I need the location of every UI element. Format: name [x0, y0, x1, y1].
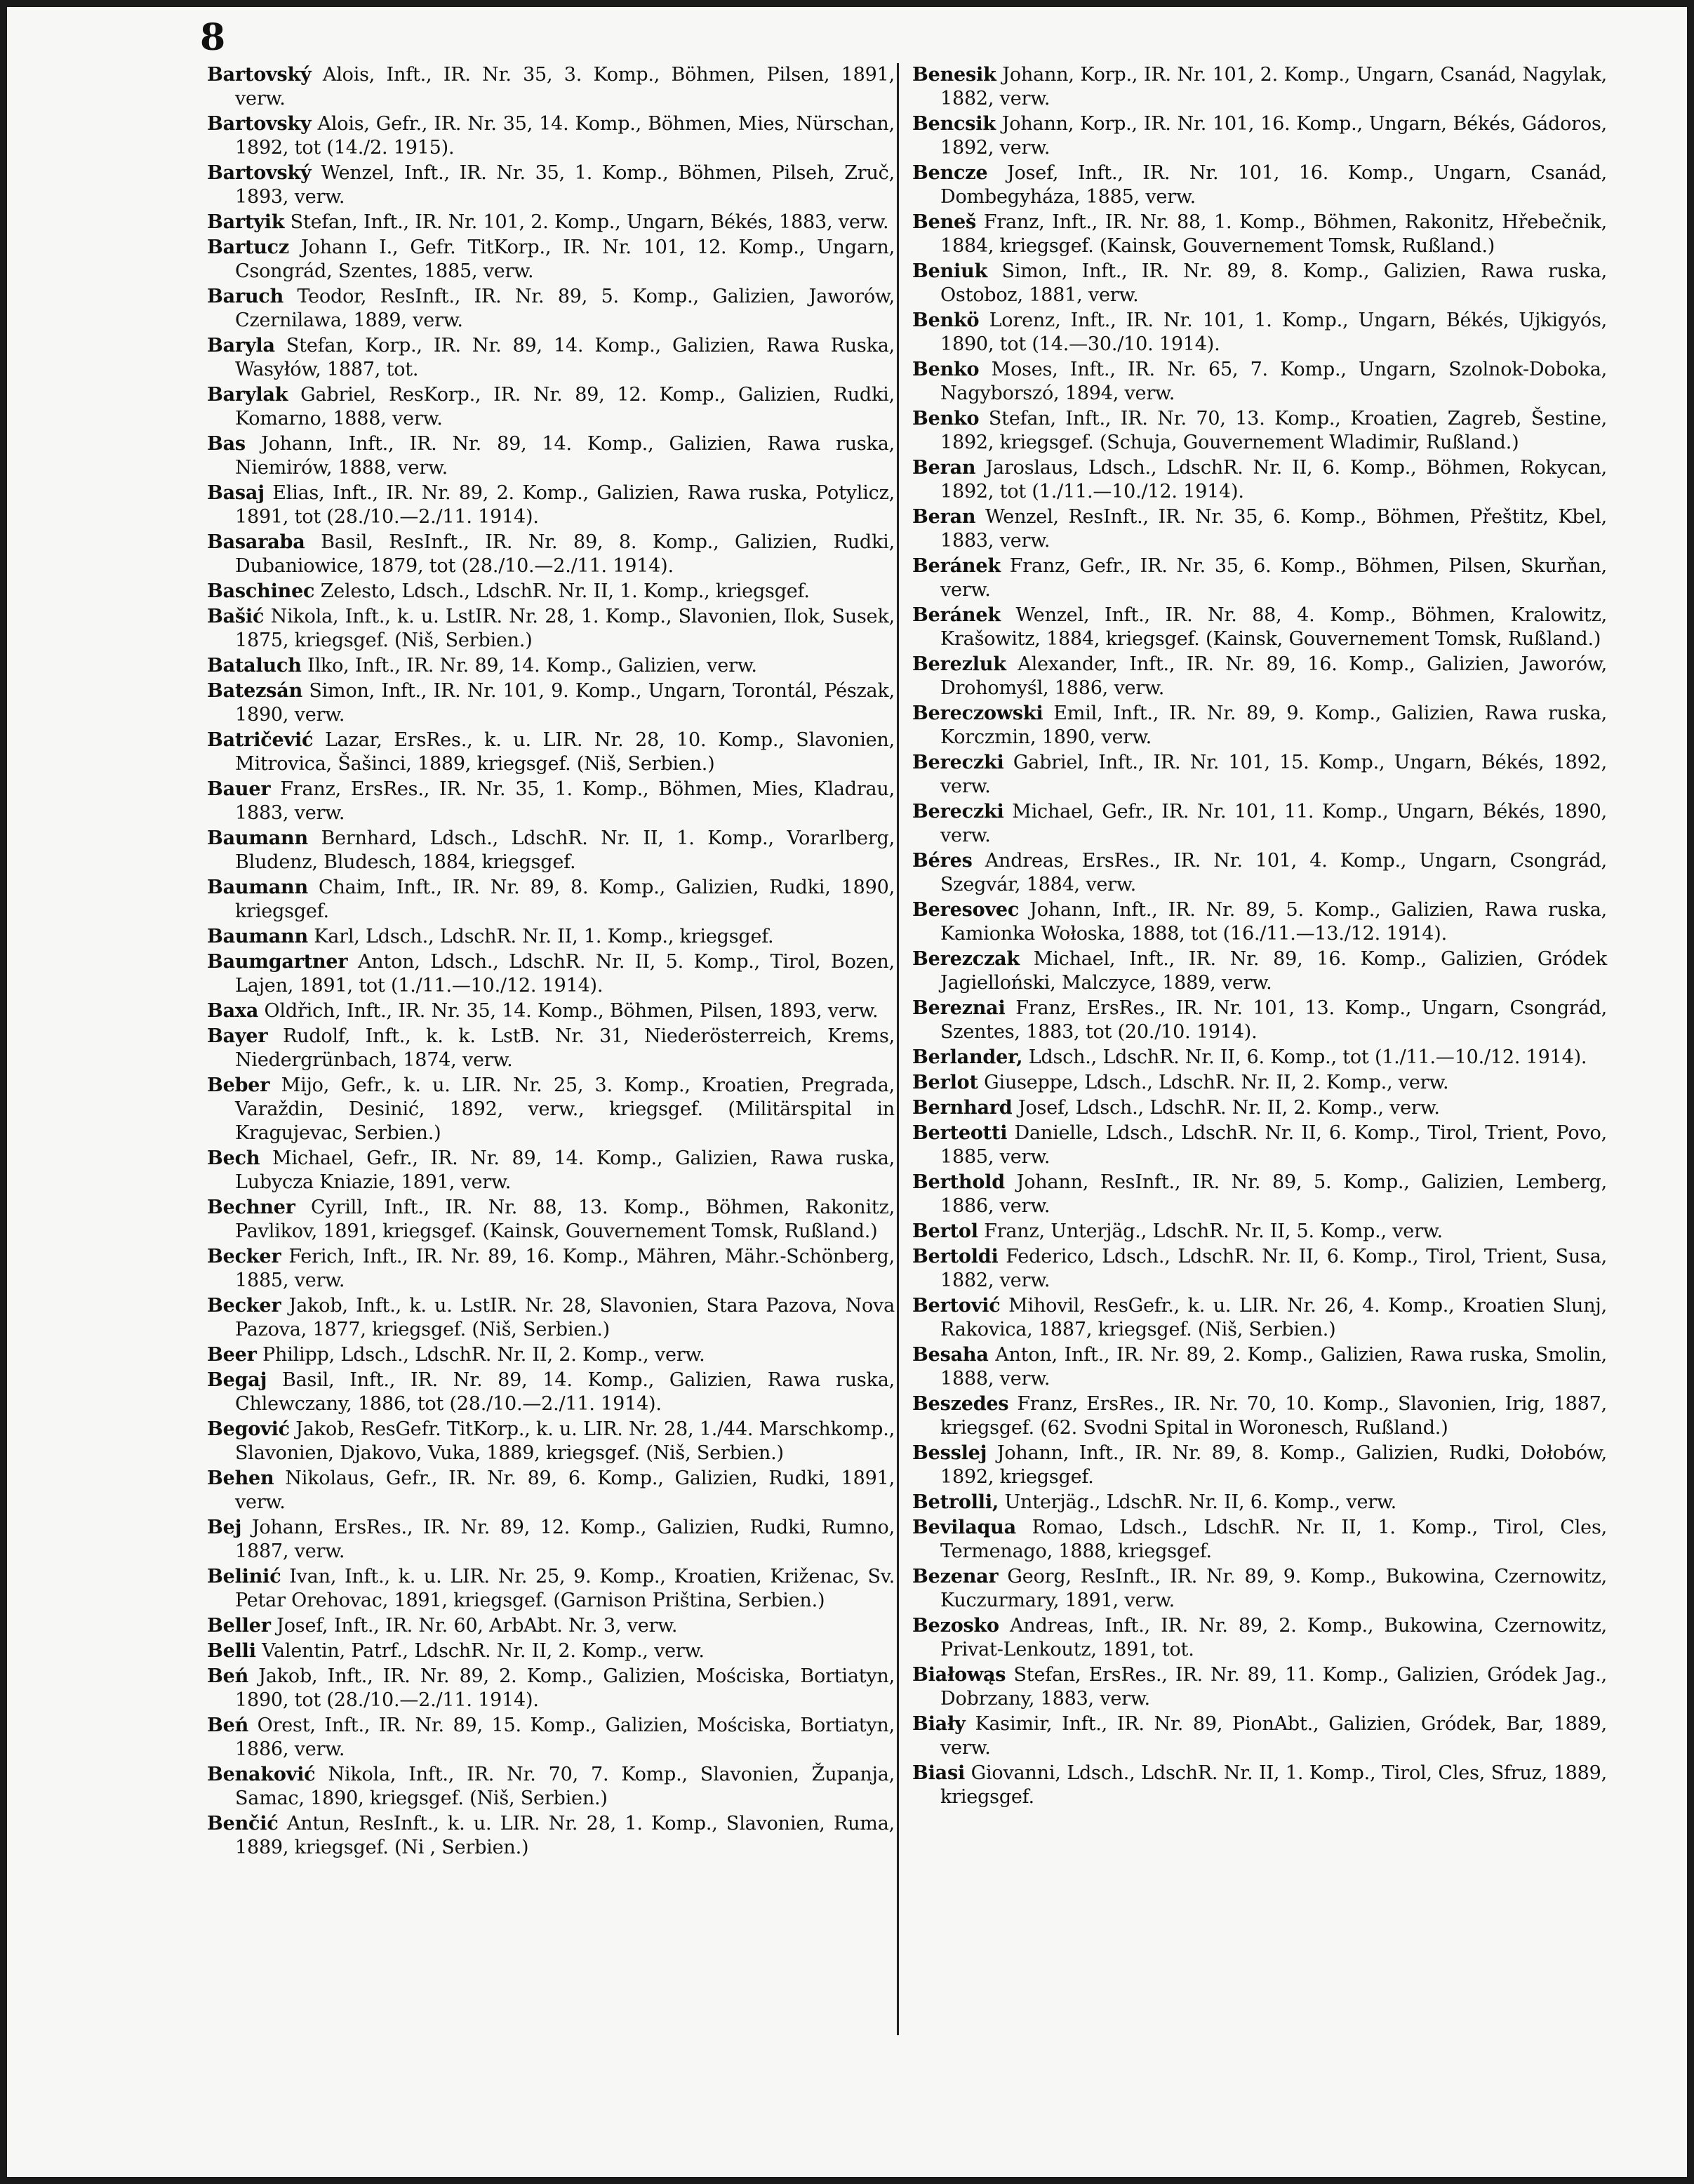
entry-details: Michael, Inft., IR. Nr. 89, 16. Komp., Galizien, Gródek Jagielloński, Malczyce, 1889, verw.	[940, 948, 1607, 994]
entry-surname: Beller	[207, 1615, 271, 1637]
entry-surname: Belinić	[207, 1566, 281, 1587]
casualty-entry	[207, 531, 895, 578]
entry-details: Johann, ResInft., IR. Nr. 89, 5. Komp., Galizien, Lemberg, 1886, verw.	[940, 1171, 1608, 1217]
entry-details: Wenzel, ResInft., IR. Nr. 35, 6. Komp., Böhmen, Přeštitz, Kbel, 1883, verw.	[940, 506, 1607, 552]
casualty-entry	[207, 1418, 895, 1465]
entry-details: Johann, Inft., IR. Nr. 89, 5. Komp., Galizien, Rawa ruska, Kamionka Wołoska, 1888, tot (16./11.—13./12. 1914).	[940, 899, 1607, 945]
entry-surname: Biały	[912, 1713, 966, 1735]
entry-surname: Batričević	[207, 729, 314, 751]
casualty-entry	[207, 1025, 895, 1072]
entry-surname: Benko	[912, 408, 980, 430]
entry-surname: Berteotti	[912, 1122, 1008, 1144]
entry-surname: Bezenar	[912, 1566, 999, 1587]
entry-surname: Bartyik	[207, 211, 285, 233]
entry-details: Unterjäg., LdschR. Nr. II, 6. Komp., verw.	[1004, 1491, 1397, 1513]
casualty-entry	[207, 1565, 895, 1613]
casualty-entry	[207, 876, 895, 924]
entry-details: Wenzel, Inft., IR. Nr. 88, 4. Komp., Böhmen, Kralowitz, Krašowitz, 1884, kriegsgef. (Kainsk, Gouvernement Tomsk, Rußland.)	[940, 604, 1607, 650]
entry-details: Alois, Inft., IR. Nr. 35, 3. Komp., Böhmen, Pilsen, 1891, verw.	[235, 64, 895, 109]
casualty-entry	[912, 1614, 1607, 1662]
entry-details: Jakob, Inft., k. u. LstIR. Nr. 28, Slavonien, Stara Pazova, Nova Pazova, 1877, kriegsgef. (Niš, Serbien.)	[235, 1295, 895, 1340]
casualty-entry	[207, 999, 895, 1023]
entry-surname: Begović	[207, 1418, 290, 1440]
entry-surname: Bernhard	[912, 1097, 1013, 1119]
entry-surname: Bartucz	[207, 237, 290, 258]
casualty-entry	[912, 161, 1607, 209]
casualty-entry	[912, 1245, 1607, 1293]
casualty-entry	[207, 1245, 895, 1293]
entry-surname: Besslej	[912, 1442, 987, 1464]
casualty-entry	[912, 211, 1607, 258]
casualty-entry	[207, 161, 895, 209]
entry-details: Giuseppe, Ldsch., LdschR. Nr. II, 2. Komp., verw.	[984, 1072, 1449, 1093]
entry-surname: Besaha	[912, 1344, 989, 1366]
casualty-entry	[912, 112, 1607, 160]
entry-details: Gabriel, Inft., IR. Nr. 101, 15. Komp., Ungarn, Békés, 1892, verw.	[940, 752, 1607, 797]
casualty-entry	[207, 1147, 895, 1194]
entry-surname: Beránek	[912, 555, 1001, 577]
entry-details: Valentin, Patrf., LdschR. Nr. II, 2. Komp., verw.	[262, 1640, 705, 1662]
casualty-entry	[207, 1665, 895, 1712]
entry-surname: Bartovsky	[207, 113, 312, 135]
casualty-entry	[207, 580, 895, 604]
casualty-entry	[207, 728, 895, 776]
entry-details: Chaim, Inft., IR. Nr. 89, 8. Komp., Galizien, Rudki, 1890, kriegsgef.	[235, 877, 895, 922]
casualty-entry	[207, 432, 895, 480]
entry-details: Ilko, Inft., IR. Nr. 89, 14. Komp., Galizien, verw.	[307, 655, 757, 677]
entry-surname: Baumann	[207, 926, 308, 947]
casualty-entry	[207, 950, 895, 998]
entry-details: Stefan, Korp., IR. Nr. 89, 14. Komp., Galizien, Rawa Ruska, Wasyłów, 1887, tot.	[235, 335, 895, 380]
entry-details: Nikolaus, Gefr., IR. Nr. 89, 6. Komp., Galizien, Rudki, 1891, verw.	[235, 1467, 895, 1513]
entry-surname: Bej	[207, 1517, 242, 1538]
casualty-entry	[207, 1614, 895, 1638]
casualty-entry	[912, 1441, 1607, 1489]
casualty-entry	[207, 236, 895, 284]
casualty-entry	[207, 1639, 895, 1663]
entry-details: Oldřich, Inft., IR. Nr. 35, 14. Komp., Böhmen, Pilsen, 1893, verw.	[264, 1000, 879, 1022]
casualty-entry	[207, 334, 895, 382]
entry-surname: Basaj	[207, 482, 265, 504]
casualty-entry	[207, 925, 895, 949]
entry-details: Basil, ResInft., IR. Nr. 89, 8. Komp., Galizien, Rudki, Dubaniowice, 1879, tot (28./10.—2./11. 1914).	[235, 531, 895, 577]
entry-surname: Beneš	[912, 211, 977, 233]
casualty-entry	[912, 63, 1607, 111]
entry-details: Franz, Gefr., IR. Nr. 35, 6. Komp., Böhmen, Pilsen, Skurňan, verw.	[940, 555, 1607, 601]
casualty-entry	[207, 285, 895, 333]
entry-details: Danielle, Ldsch., LdschR. Nr. II, 6. Komp., Tirol, Trient, Povo, 1885, verw.	[940, 1122, 1607, 1168]
entry-details: Andreas, ErsRes., IR. Nr. 101, 4. Komp., Ungarn, Csongrád, Szegvár, 1884, verw.	[940, 850, 1607, 895]
entry-surname: Baumann	[207, 827, 308, 849]
entry-details: Zelesto, Ldsch., LdschR. Nr. II, 1. Komp., kriegsgef.	[320, 580, 810, 602]
entry-surname: Bencsik	[912, 113, 996, 135]
entry-surname: Begaj	[207, 1369, 267, 1391]
entry-details: Josef, Inft., IR. Nr. 101, 16. Komp., Ungarn, Csanád, Dombegyháza, 1885, verw.	[940, 162, 1607, 208]
entry-surname: Bašić	[207, 606, 265, 627]
column-divider	[897, 63, 899, 2035]
casualty-entry	[912, 849, 1607, 897]
entry-surname: Benkö	[912, 309, 980, 331]
casualty-entry	[912, 898, 1607, 946]
entry-details: Johann, ErsRes., IR. Nr. 89, 12. Komp., Galizien, Rudki, Rumno, 1887, verw.	[235, 1517, 895, 1562]
entry-details: Simon, Inft., IR. Nr. 101, 9. Komp., Ungarn, Torontál, Pészak, 1890, verw.	[235, 680, 895, 726]
entry-surname: Benčić	[207, 1813, 279, 1835]
entry-surname: Beber	[207, 1074, 270, 1096]
casualty-entry	[912, 1516, 1607, 1564]
entry-surname: Bartovský	[207, 64, 312, 86]
entry-details: Moses, Inft., IR. Nr. 65, 7. Komp., Ungarn, Szolnok-Doboka, Nagyborszó, 1894, verw.	[940, 359, 1607, 404]
entry-surname: Beń	[207, 1714, 249, 1736]
entry-details: Franz, Unterjäg., LdschR. Nr. II, 5. Komp., verw.	[984, 1220, 1443, 1242]
casualty-entry	[207, 679, 895, 727]
entry-details: Lorenz, Inft., IR. Nr. 101, 1. Komp., Ungarn, Békés, Ujkigyós, 1890, tot (14.—30./10. 1914).	[940, 309, 1607, 355]
entry-surname: Batezsán	[207, 680, 303, 702]
casualty-entry	[207, 1812, 895, 1860]
casualty-entry	[912, 653, 1607, 700]
entry-details: Anton, Inft., IR. Nr. 89, 2. Komp., Galizien, Rawa ruska, Smolin, 1888, verw.	[940, 1344, 1607, 1390]
entry-details: Michael, Gefr., IR. Nr. 89, 14. Komp., Galizien, Rawa ruska, Lubycza Kniazie, 1891, verw.	[235, 1147, 895, 1193]
casualty-entry	[912, 751, 1607, 799]
entry-surname: Basaraba	[207, 531, 305, 553]
entry-surname: Białowąs	[912, 1664, 1006, 1686]
casualty-entry	[912, 309, 1607, 357]
entry-details: Franz, Inft., IR. Nr. 88, 1. Komp., Böhmen, Rakonitz, Hřebečnik, 1884, kriegsgef. (Kainsk, Gouvernement Tomsk, Rußland.)	[940, 211, 1607, 257]
entry-surname: Betrolli,	[912, 1491, 999, 1513]
entry-details: Franz, ErsRes., IR. Nr. 70, 10. Komp., Slavonien, Irig, 1887, kriegsgef. (62. Svodni Spital in Woronesch, Rußland.)	[940, 1393, 1607, 1439]
entry-surname: Beszedes	[912, 1393, 1009, 1415]
casualty-entry	[207, 211, 895, 234]
entry-details: Jaroslaus, Ldsch., LdschR. Nr. II, 6. Komp., Böhmen, Rokycan, 1892, tot (1./11.—10./12. 1914).	[940, 457, 1607, 502]
entry-details: Anton, Ldsch., LdschR. Nr. II, 5. Komp., Tirol, Bozen, Lajen, 1891, tot (1./11.—10./12. 1914).	[235, 951, 895, 997]
entry-details: Alexander, Inft., IR. Nr. 89, 16. Komp., Galizien, Jaworów, Drohomyśl, 1886, verw.	[940, 653, 1607, 699]
casualty-entry	[912, 1096, 1607, 1120]
entry-surname: Baruch	[207, 286, 284, 307]
casualty-entry	[207, 1516, 895, 1564]
entry-details: Emil, Inft., IR. Nr. 89, 9. Komp., Galizien, Rawa ruska, Korczmin, 1890, verw.	[940, 703, 1607, 748]
entry-details: Wenzel, Inft., IR. Nr. 35, 1. Komp., Böhmen, Pilseh, Zruč, 1893, verw.	[235, 162, 895, 208]
entry-details: Teodor, ResInft., IR. Nr. 89, 5. Komp., Galizien, Jaworów, Czernilawa, 1889, verw.	[235, 286, 895, 331]
entry-details: Mijo, Gefr., k. u. LIR. Nr. 25, 3. Komp., Kroatien, Pregrada, Varaždin, Desinić, 1892, verw., kriegsgef. (Militärspital in Kragujevac, Serbien.)	[235, 1074, 895, 1144]
entry-details: Stefan, ErsRes., IR. Nr. 89, 11. Komp., Galizien, Gródek Jag., Dobrzany, 1883, verw.	[940, 1664, 1608, 1710]
entry-details: Nikola, Inft., k. u. LstIR. Nr. 28, 1. Komp., Slavonien, Ilok, Susek, 1875, kriegsgef. (Niš, Serbien.)	[235, 606, 895, 651]
casualty-entry	[207, 1294, 895, 1342]
entry-surname: Baschinec	[207, 580, 315, 602]
casualty-entry	[912, 1762, 1607, 1809]
casualty-entry	[207, 63, 895, 111]
entry-details: Karl, Ldsch., LdschR. Nr. II, 1. Komp., kriegsgef.	[314, 926, 774, 947]
entry-surname: Bereznai	[912, 997, 1006, 1019]
entry-surname: Baxa	[207, 1000, 259, 1022]
casualty-entry	[912, 604, 1607, 651]
entry-surname: Bereczowski	[912, 703, 1043, 724]
casualty-entry	[207, 778, 895, 825]
entry-details: Rudolf, Inft., k. k. LstB. Nr. 31, Niederösterreich, Krems, Niedergrünbach, 1874, verw.	[235, 1025, 895, 1071]
entry-details: Mihovil, ResGefr., k. u. LIR. Nr. 26, 4. Komp., Kroatien Slunj, Rakovica, 1887, kriegsgef. (Niš, Serbien.)	[940, 1295, 1607, 1340]
casualty-entry	[912, 947, 1607, 995]
casualty-entry	[912, 1046, 1607, 1070]
entry-details: Lazar, ErsRes., k. u. LIR. Nr. 28, 10. Komp., Slavonien, Mitrovica, Šašinci, 1889, kriegsgef. (Niš, Serbien.)	[235, 729, 895, 775]
entry-surname: Bas	[207, 433, 246, 455]
entry-surname: Bertović	[912, 1295, 1001, 1317]
entry-details: Stefan, Inft., IR. Nr. 101, 2. Komp., Ungarn, Békés, 1883, verw.	[290, 211, 889, 233]
casualty-entry	[912, 702, 1607, 750]
entry-details: Elias, Inft., IR. Nr. 89, 2. Komp., Galizien, Rawa ruska, Potylicz, 1891, tot (28./10.—2./11. 1914).	[235, 482, 895, 528]
entry-details: Jakob, Inft., IR. Nr. 89, 2. Komp., Galizien, Mościska, Bortiatyn, 1890, tot (28./10.—2./11. 1914).	[235, 1665, 895, 1711]
entry-surname: Bayer	[207, 1025, 268, 1047]
casualty-entry	[207, 383, 895, 431]
entry-details: Josef, Inft., IR. Nr. 60, ArbAbt. Nr. 3, verw.	[276, 1615, 678, 1637]
entry-details: Franz, ErsRes., IR. Nr. 101, 13. Komp., Ungarn, Csongrád, Szentes, 1883, tot (20./10. 1914).	[940, 997, 1607, 1043]
entry-surname: Benesik	[912, 64, 996, 86]
entry-surname: Beń	[207, 1665, 249, 1687]
entry-details: Philipp, Ldsch., LdschR. Nr. II, 2. Komp., verw.	[262, 1344, 705, 1366]
entry-surname: Benko	[912, 359, 980, 380]
casualty-entry	[912, 997, 1607, 1044]
entry-surname: Becker	[207, 1295, 281, 1317]
casualty-entry	[912, 260, 1607, 307]
entry-surname: Biasi	[912, 1762, 966, 1784]
entry-details: Gabriel, ResKorp., IR. Nr. 89, 12. Komp., Galizien, Rudki, Komarno, 1888, verw.	[235, 384, 895, 430]
entry-surname: Baumann	[207, 877, 308, 898]
entry-surname: Bencze	[912, 162, 988, 184]
entry-details: Alois, Gefr., IR. Nr. 35, 14. Komp., Böhmen, Mies, Nürschan, 1892, tot (14./2. 1915).	[235, 113, 895, 159]
entry-surname: Bertol	[912, 1220, 978, 1242]
entry-details: Jakob, ResGefr. TitKorp., k. u. LIR. Nr. 28, 1./44. Marschkomp., Slavonien, Djakovo, Vuka, 1889, kriegsgef. (Niš, Serbien.)	[235, 1418, 895, 1464]
entry-surname: Berlander,	[912, 1046, 1023, 1068]
entry-surname: Beniuk	[912, 260, 988, 282]
casualty-entry	[912, 456, 1607, 504]
entry-surname: Baryla	[207, 335, 275, 357]
entry-details: Georg, ResInft., IR. Nr. 89, 9. Komp., Bukowina, Czernowitz, Kuczurmary, 1891, verw.	[940, 1566, 1607, 1611]
entry-details: Giovanni, Ldsch., LdschR. Nr. II, 1. Komp., Tirol, Cles, Sfruz, 1889, kriegsgef.	[940, 1762, 1607, 1808]
entry-details: Nikola, Inft., IR. Nr. 70, 7. Komp., Slavonien, Županja, Samac, 1890, kriegsgef. (Niš, Serbien.)	[235, 1764, 895, 1809]
casualty-entry	[912, 358, 1607, 406]
casualty-entry	[912, 800, 1607, 848]
entry-details: Orest, Inft., IR. Nr. 89, 15. Komp., Galizien, Mościska, Bortiatyn, 1886, verw.	[235, 1714, 895, 1760]
entry-surname: Bereczki	[912, 801, 1004, 823]
entry-surname: Beresovec	[912, 899, 1020, 921]
page-number: 8	[200, 16, 226, 59]
casualty-entry	[207, 1714, 895, 1762]
casualty-entry	[207, 827, 895, 874]
entry-surname: Bartovský	[207, 162, 312, 184]
right-column	[912, 63, 1607, 1811]
entry-surname: Bezosko	[912, 1615, 999, 1637]
entry-details: Andreas, Inft., IR. Nr. 89, 2. Komp., Bukowina, Czernowitz, Privat-Lenkoutz, 1891, tot.	[940, 1615, 1608, 1660]
casualty-entry	[912, 1663, 1607, 1711]
casualty-entry	[207, 481, 895, 529]
casualty-entry	[912, 407, 1607, 455]
entry-surname: Behen	[207, 1467, 274, 1489]
casualty-entry	[207, 1763, 895, 1811]
casualty-entry	[912, 1491, 1607, 1514]
entry-surname: Bevilaqua	[912, 1517, 1016, 1538]
casualty-entry	[912, 1565, 1607, 1613]
entry-details: Stefan, Inft., IR. Nr. 70, 13. Komp., Kroatien, Zagreb, Šestine, 1892, kriegsgef. (Schuja, Gouvernement Wladimir, Rußland.)	[940, 408, 1607, 453]
casualty-entry	[912, 505, 1607, 553]
entry-details: Romao, Ldsch., LdschR. Nr. II, 1. Komp., Tirol, Cles, Termenago, 1888, kriegsgef.	[940, 1517, 1607, 1562]
casualty-entry	[207, 654, 895, 678]
entry-details: Antun, ResInft., k. u. LIR. Nr. 28, 1. Komp., Slavonien, Ruma, 1889, kriegsgef. (Ni , Serbien.)	[235, 1813, 895, 1858]
casualty-entry	[912, 1392, 1607, 1440]
entry-details: Johann, Inft., IR. Nr. 89, 8. Komp., Galizien, Rudki, Dołobów, 1892, kriegsgef.	[940, 1442, 1607, 1488]
entry-details: Bernhard, Ldsch., LdschR. Nr. II, 1. Komp., Vorarlberg, Bludenz, Bludesch, 1884, kriegsgef.	[235, 827, 895, 873]
entry-surname: Baumgartner	[207, 951, 348, 973]
entry-details: Cyrill, Inft., IR. Nr. 88, 13. Komp., Böhmen, Rakonitz, Pavlikov, 1891, kriegsgef. (Kainsk, Gouvernement Tomsk, Rußland.)	[235, 1197, 895, 1242]
casualty-entry	[207, 1369, 895, 1416]
entry-surname: Berezluk	[912, 653, 1006, 675]
casualty-entry	[207, 112, 895, 160]
entry-details: Kasimir, Inft., IR. Nr. 89, PionAbt., Galizien, Gródek, Bar, 1889, verw.	[940, 1713, 1607, 1759]
entry-details: Federico, Ldsch., LdschR. Nr. II, 6. Komp., Tirol, Trient, Susa, 1882, verw.	[940, 1246, 1607, 1291]
entry-details: Franz, ErsRes., IR. Nr. 35, 1. Komp., Böhmen, Mies, Kladrau, 1883, verw.	[235, 778, 895, 824]
entry-surname: Becker	[207, 1246, 281, 1267]
left-column	[207, 63, 895, 1861]
entry-details: Johann, Inft., IR. Nr. 89, 14. Komp., Galizien, Rawa ruska, Niemirów, 1888, verw.	[235, 433, 895, 479]
casualty-entry	[207, 1074, 895, 1145]
entry-surname: Berthold	[912, 1171, 1005, 1193]
casualty-entry	[912, 554, 1607, 602]
casualty-entry	[912, 1121, 1607, 1169]
entry-surname: Bech	[207, 1147, 260, 1169]
entry-surname: Berlot	[912, 1072, 978, 1093]
entry-surname: Bataluch	[207, 655, 302, 677]
casualty-entry	[912, 1294, 1607, 1342]
entry-surname: Beránek	[912, 604, 1001, 626]
entry-details: Basil, Inft., IR. Nr. 89, 14. Komp., Galizien, Rawa ruska, Chlewczany, 1886, tot (28./10.—2./11. 1914).	[235, 1369, 895, 1415]
entry-surname: Beer	[207, 1344, 257, 1366]
entry-details: Michael, Gefr., IR. Nr. 101, 11. Komp., Ungarn, Békés, 1890, verw.	[940, 801, 1607, 846]
casualty-entry	[207, 1343, 895, 1367]
entry-surname: Béres	[912, 850, 973, 872]
entry-surname: Bauer	[207, 778, 271, 800]
casualty-entry	[912, 1343, 1607, 1391]
entry-surname: Bereczki	[912, 752, 1004, 773]
entry-surname: Belli	[207, 1640, 256, 1662]
entry-surname: Benaković	[207, 1764, 316, 1785]
entry-surname: Bertoldi	[912, 1246, 999, 1267]
entry-details: Ferich, Inft., IR. Nr. 89, 16. Komp., Mähren, Mähr.-Schönberg, 1885, verw.	[235, 1246, 895, 1291]
entry-surname: Barylak	[207, 384, 288, 406]
entry-details: Josef, Ldsch., LdschR. Nr. II, 2. Komp., verw.	[1018, 1097, 1440, 1119]
casualty-entry	[207, 605, 895, 653]
entry-details: Johann, Korp., IR. Nr. 101, 2. Komp., Ungarn, Csanád, Nagylak, 1882, verw.	[940, 64, 1607, 109]
entry-surname: Beran	[912, 457, 976, 479]
entry-surname: Berezczak	[912, 948, 1020, 970]
casualty-entry	[912, 1071, 1607, 1095]
entry-details: Ivan, Inft., k. u. LIR. Nr. 25, 9. Komp., Kroatien, Križenac, Sv. Petar Orehovac, 1891, kriegsgef. (Garnison Priština, Serbien.)	[235, 1566, 895, 1611]
entry-details: Ldsch., LdschR. Nr. II, 6. Komp., tot (1./11.—10./12. 1914).	[1028, 1046, 1587, 1068]
casualty-entry	[207, 1196, 895, 1244]
casualty-entry	[912, 1220, 1607, 1244]
entry-details: Simon, Inft., IR. Nr. 89, 8. Komp., Galizien, Rawa ruska, Ostoboz, 1881, verw.	[940, 260, 1607, 306]
entry-surname: Beran	[912, 506, 976, 528]
casualty-entry	[912, 1712, 1607, 1760]
entry-details: Johann, Korp., IR. Nr. 101, 16. Komp., Ungarn, Békés, Gádoros, 1892, verw.	[940, 113, 1607, 159]
entry-surname: Bechner	[207, 1197, 295, 1218]
entry-details: Johann I., Gefr. TitKorp., IR. Nr. 101, 12. Komp., Ungarn, Csongrád, Szentes, 1885, verw.	[235, 237, 895, 282]
casualty-entry	[912, 1171, 1607, 1218]
casualty-entry	[207, 1467, 895, 1514]
